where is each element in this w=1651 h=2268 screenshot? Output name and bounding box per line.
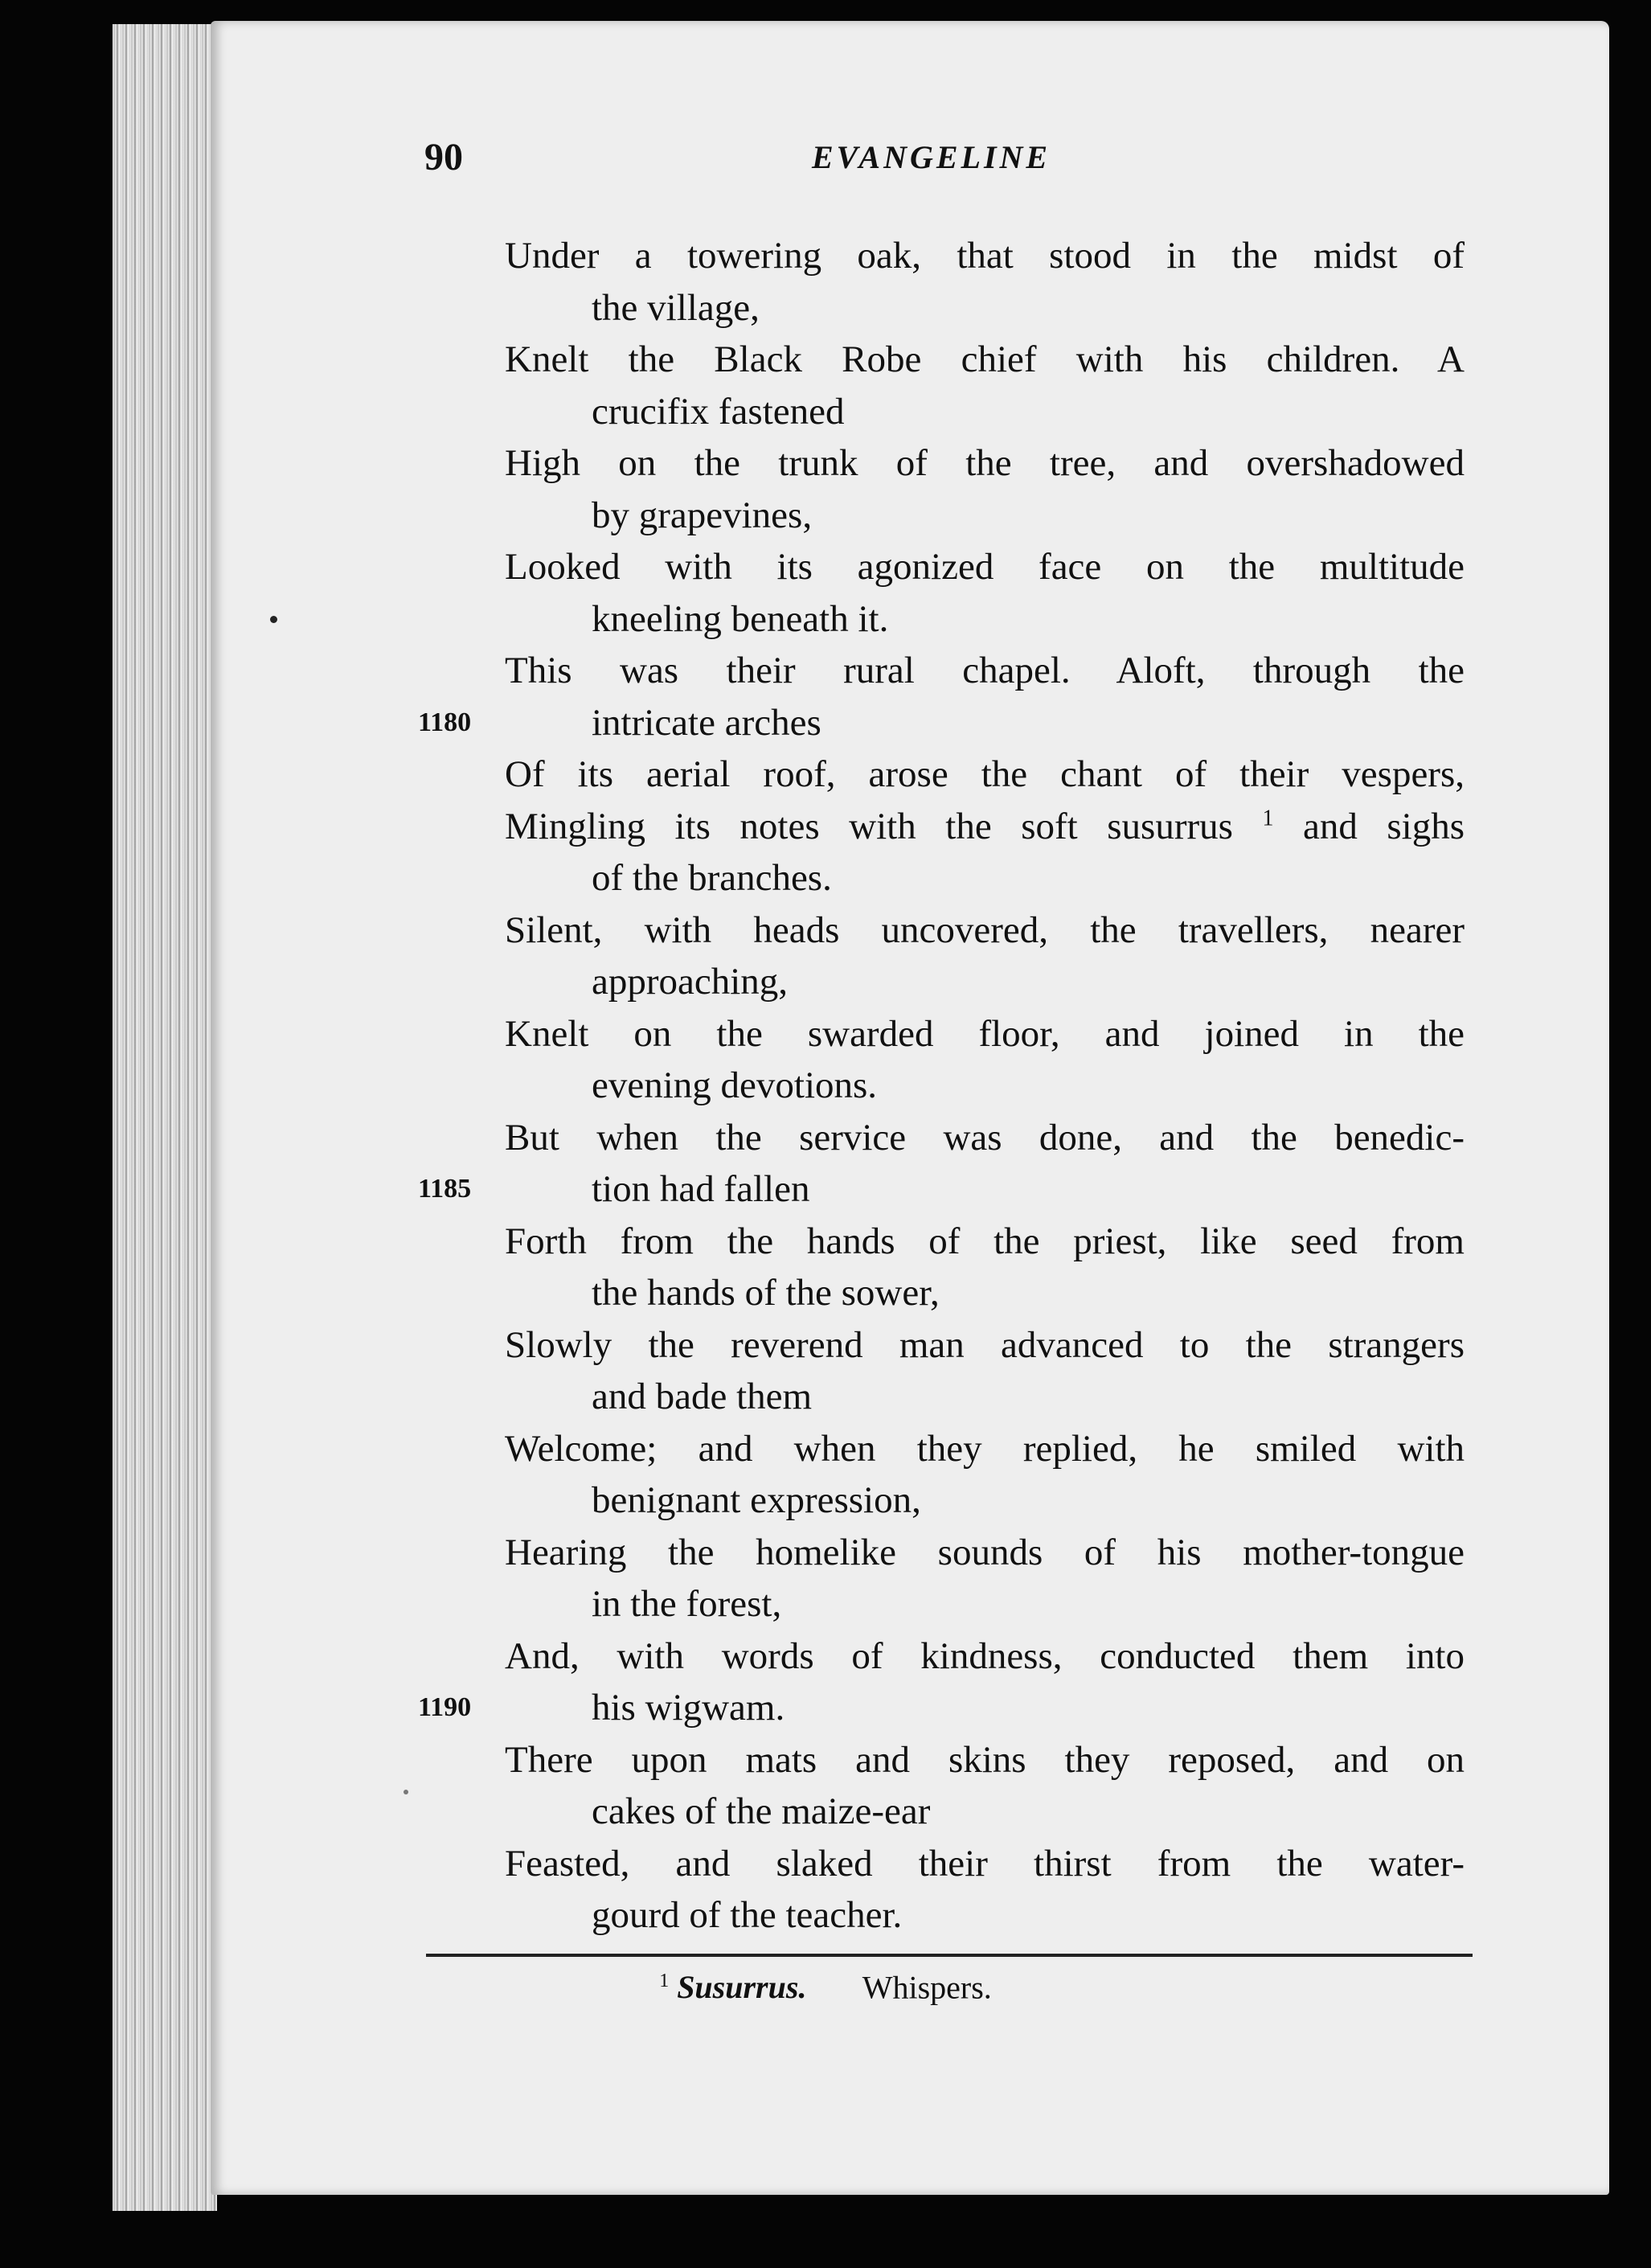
verse-line: And, with words of kindness, conducted them into — [505, 1634, 1465, 1677]
verse-line-continuation: the hands of the sower, — [592, 1272, 940, 1314]
verse-line: Knelt the Black Robe chief with his children. A — [505, 338, 1465, 380]
verse-line: Of its aerial roof, arose the chant of their vespers, — [505, 753, 1465, 795]
verse-line: Knelt on the swarded floor, and joined in the — [505, 1012, 1465, 1055]
verse-line: Hearing the homelike sounds of his mother-tongue — [505, 1531, 1465, 1573]
poem-text — [418, 230, 1469, 1942]
verse-line: Looked with its agonized face on the multitude — [505, 546, 1465, 588]
footnote-mark: 1 — [659, 1971, 670, 1991]
margin-speck — [270, 616, 277, 623]
line-number: 1185 — [418, 1174, 472, 1204]
line-number: 1180 — [418, 707, 472, 737]
verse-line: Mingling its notes with the soft susurrus $^1$ and sighs — [505, 805, 1465, 847]
verse-line: There upon mats and skins they reposed, and on — [505, 1738, 1465, 1781]
footnote-definition: Whispers. — [862, 1969, 992, 2006]
verse-line-continuation: gourd of the teacher. — [592, 1894, 903, 1936]
verse-line-continuation: by grapevines, — [592, 494, 813, 536]
verse-line-continuation: 1185 tion had fallen — [505, 1163, 1469, 1216]
verse-line: Under a towering oak, that stood in the midst of — [505, 235, 1465, 277]
verse-line-continuation: crucifix fastened — [592, 390, 845, 433]
verse-line: Silent, with heads uncovered, the travellers, nearer — [505, 908, 1465, 951]
verse-line-continuation: kneeling beneath it. — [592, 597, 889, 640]
book-page-edges — [113, 24, 217, 2211]
margin-speck — [404, 1790, 408, 1794]
verse-line-continuation: the village, — [592, 286, 760, 329]
footnote-reference: 1 — [1262, 805, 1274, 831]
verse-line-continuation: 1190 his wigwam. — [505, 1682, 1469, 1734]
verse-line: Feasted, and slaked their thirst from the water- — [505, 1842, 1465, 1885]
verse-line-continuation: in the forest, — [592, 1583, 782, 1625]
footnote — [0, 1957, 1651, 2012]
book-title: EVANGELINE — [812, 139, 1051, 175]
verse-line: This was their rural chapel. Aloft, through the — [505, 650, 1465, 691]
verse-line: Slowly the reverend man advanced to the strangers — [505, 1323, 1465, 1366]
verse-line-continuation: benignant expression, — [592, 1479, 921, 1521]
verse-line: But when the service was done, and the benedic- — [505, 1116, 1465, 1159]
verse-line-continuation: approaching, — [592, 961, 789, 1003]
page-number: 90 — [424, 136, 463, 178]
line-number: 1190 — [418, 1692, 472, 1722]
verse-line: Forth from the hands of the priest, like seed from — [505, 1220, 1465, 1262]
verse-line-continuation: cakes of the maize-ear — [592, 1790, 931, 1832]
verse-line: Welcome; and when they replied, he smiled with — [505, 1427, 1465, 1470]
footnote-term: Susurrus. — [677, 1969, 807, 2006]
verse-line-continuation: and bade them — [592, 1376, 813, 1417]
verse-line-continuation: of the branches. — [592, 857, 832, 899]
running-head — [0, 135, 1651, 183]
verse-line-continuation: 1180 intricate arches — [505, 697, 1469, 749]
verse-line-continuation: evening devotions. — [592, 1064, 878, 1106]
verse-line: High on the trunk of the tree, and overshadowed — [505, 442, 1465, 484]
